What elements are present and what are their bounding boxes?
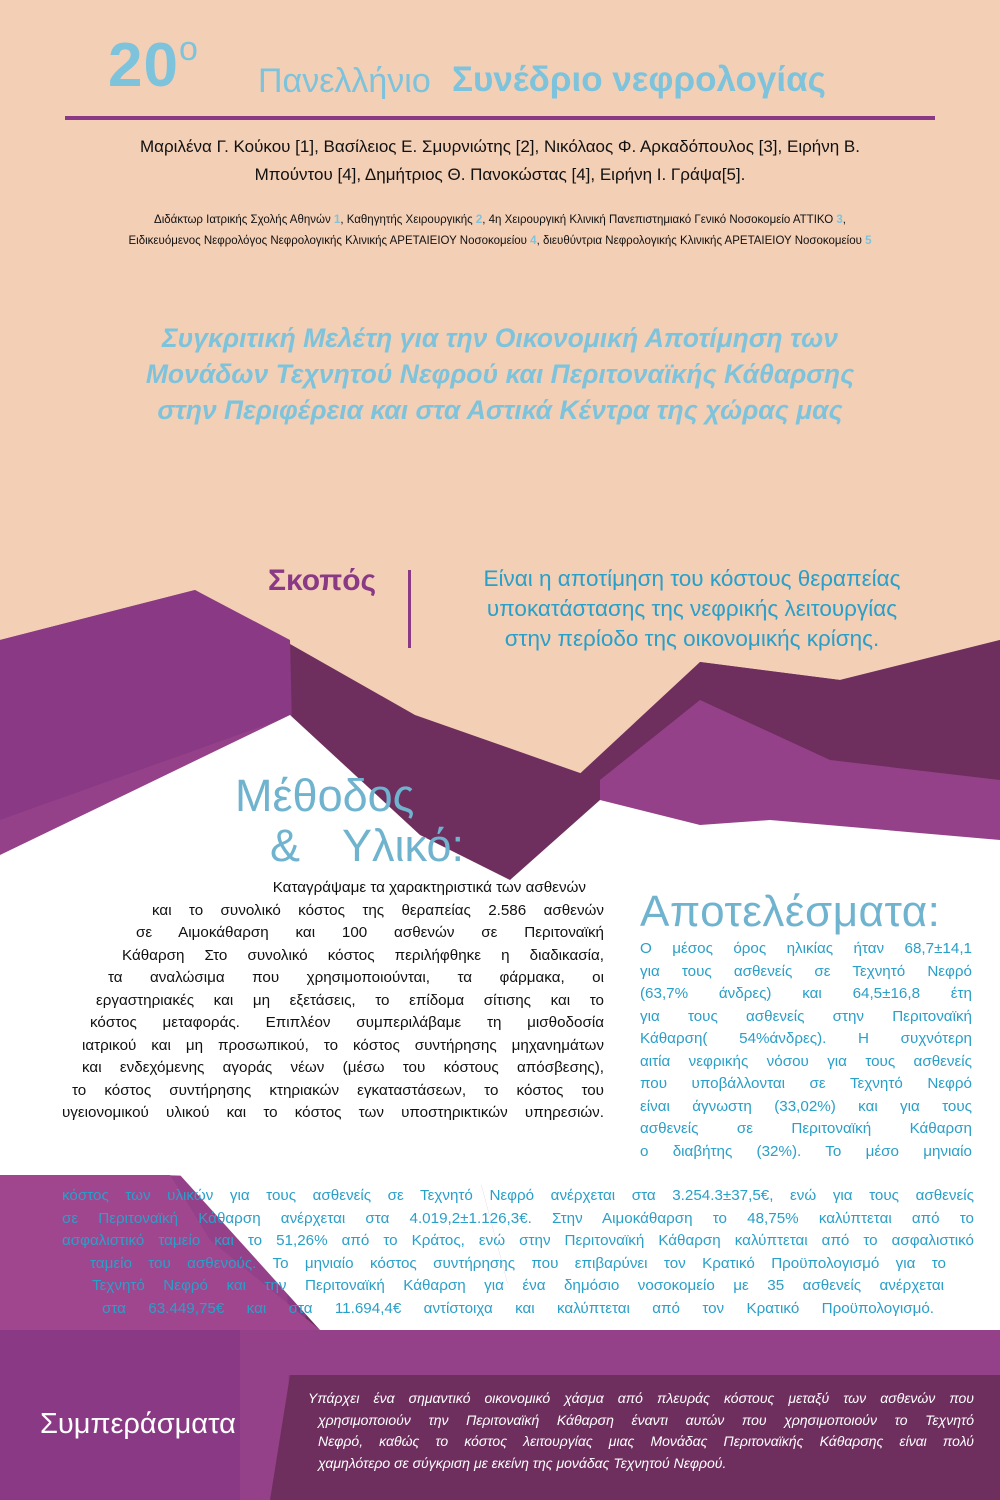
method-line: ιατρικού και μη προσωπικού, το κόστος συντήρησης μηχανημάτων	[82, 1036, 604, 1054]
authors	[40, 133, 960, 189]
results-line: Τεχνητό Νεφρό και την Περιτοναϊκή Κάθαρση για ένα δημόσιο νοσοκομείο με 35 ασθενείς ανέρχεται	[92, 1277, 944, 1294]
conference-number: $20^o$	[108, 30, 199, 100]
results-line: Κάθαρση( 54%άνδρες). Η συχνότερη	[640, 1030, 972, 1047]
results-line: που υποβάλλονται σε Τεχνητό Νεφρό	[640, 1075, 972, 1092]
results-line: για τους ασθενείς στην Περιτοναϊκή	[640, 1007, 972, 1025]
method-line: υγειονομικού υλικού και το κόστος των υποστηρικτικών υπηρεσιών.	[62, 1104, 604, 1121]
ordinal-superscript: ο	[178, 30, 199, 69]
title-line: Συγκριτική Μελέτη για την Οικονομική Αποτίμηση των	[161, 323, 839, 353]
results-line: σε Περιτοναϊκή Κάθαρση ανέρχεται στα 4.019,2±1.126,3€. Στην Αιμοκάθαρση το 48,75% καλύπτεται από το	[62, 1209, 974, 1227]
affiliations-line: Ειδικευόμενος Νεφρολόγος Νεφρολογικής Κλινικής ΑΡΕΤΑΙΕΙΟΥ Νοσοκομείου 4, διευθύντρια Νεφρολογικής Κλινικής ΑΡΕΤΑΙΕΙΟΥ Νοσοκομείου 5	[128, 235, 872, 247]
conclusions-line: χαμηλότερο σε σύγκριση με εκείνη της μονάδας Τεχνητού Νεφρού.	[318, 1454, 727, 1471]
method-line: και το συνολικό κόστος της θεραπείας 2.586 ασθενών	[152, 901, 604, 919]
aim-line: Είναι η αποτίμηση του κόστους θεραπείας	[483, 566, 901, 591]
authors-line: Μπούντου [4], Δημήτριος Θ. Πανοκώστας [4], Ειρήνη Ι. Γράψα[5].	[254, 165, 746, 184]
conclusions-line: Νεφρό, καθώς το κόστος λειτουργίας μιας Μονάδας Περιτοναϊκής Κάθαρσης είναι πολύ	[318, 1433, 974, 1449]
title-line: στην Περιφέρεια και στα Αστικά Κέντρα της χώρας μας	[157, 395, 843, 425]
method-line: και ενδεχόμενης αγοράς νέων (μέσω του κόστους απόσβεσης),	[82, 1059, 604, 1076]
method-heading: Μέθοδος	[235, 770, 415, 821]
results-text-wide	[62, 1185, 974, 1320]
affiliations-line: Διδάκτωρ Ιατρικής Σχολής Αθηνών 1, Καθηγητής Χειρουργικής 2, 4η Χειρουργική Κλινική Πανεπιστημιακό Γενικό Νοσοκομείο ΑΤΤΙΚΟ 3,	[154, 214, 846, 226]
results-line: είναι άγνωστη (33,02%) και για τους	[640, 1097, 972, 1115]
affiliations	[30, 210, 970, 252]
conclusions-line: Υπάρχει ένα σημαντικό οικονομικό χάσμα από πλευράς κόστους μεταξύ των ασθενών που	[308, 1390, 974, 1406]
conclusions-text	[298, 1388, 974, 1474]
results-line: Ο μέσος όρος ηλικίας ήταν 68,7±14,1	[640, 940, 972, 957]
conclusions-line: χρησιμοποιούν την Περιτοναϊκή Κάθαρση έναντι αυτών που χρησιμοποιούν το Τεχνητό	[318, 1411, 974, 1428]
method-heading-2: & Υλικό:	[270, 820, 465, 871]
method-body	[62, 877, 604, 1125]
method-line: κόστος μεταφοράς. Επιπλέον συμπεριλάβαμε τη μισθοδοσία	[90, 1014, 604, 1031]
method-line: το κόστος συντήρησης κτηριακών εγκαταστάσεων, το κόστος του	[72, 1081, 604, 1099]
conference-subtitle-bold: Συνέδριο νεφρολογίας	[452, 60, 826, 99]
results-line: ασφαλιστικό ταμείο και το 51,26% από το Κράτος, ενώ στην Περιτοναϊκή Κάθαρση καλύπτεται από το ασφαλιστικό	[62, 1232, 974, 1249]
aim-line: υποκατάστασης της νεφρικής λειτουργίας	[486, 596, 898, 621]
aim-heading: Σκοπός	[268, 564, 377, 597]
results-heading: Αποτελέσματα:	[640, 887, 941, 936]
results-line: ταμείο του ασθενούς. Το μηνιαίο κόστος συντήρησης που επιβαρύνει τον Κρατικό Προϋπολογισμό για το	[90, 1254, 946, 1272]
header-divider	[65, 116, 935, 120]
method-line: Καταγράψαμε τα χαρακτηριστικά των ασθενών	[272, 879, 586, 896]
method-line: τα αναλώσιμα που χρησιμοποιούνται, τα φάρμακα, οι	[108, 969, 604, 986]
aim-text	[422, 564, 962, 654]
results-line: αιτία νεφρικής νόσου για τους ασθενείς	[640, 1052, 972, 1070]
results-line: για τους ασθενείς σε Τεχνητό Νεφρό	[640, 962, 972, 980]
method-line: εργαστηριακές και μη εξετάσεις, το επίδομα σίτισης και το	[96, 991, 604, 1009]
method-line: Κάθαρση Στο συνολικό κόστος περιλήφθηκε η διαδικασία,	[122, 946, 604, 964]
results-line: (63,7% άνδρες) και 64,5±16,8 έτη	[640, 985, 972, 1002]
conference-subtitle-plain: Πανελλήνιο	[258, 62, 431, 100]
results-text-right	[640, 938, 972, 1163]
results-line: στα 63.449,75€ και στα 11.694,4€ αντίστοιχα και καλύπτεται από τον Κρατικό Προϋπολογισμό.	[102, 1299, 934, 1317]
aim-line: στην περίοδο της οικονομικής κρίσης.	[504, 626, 880, 651]
authors-line: Μαριλένα Γ. Κούκου [1], Βασίλειος Ε. Σμυρνιώτης [2], Νικόλαος Φ. Αρκαδόπουλος [3], Ειρήνη Β.	[140, 137, 860, 156]
results-line: ο διαβήτης (32%). Το μέσο μηνιαίο	[640, 1142, 972, 1160]
conclusions-heading: Συμπεράσματα	[40, 1408, 236, 1440]
title-line: Μονάδων Τεχνητού Νεφρού και Περιτοναϊκής Κάθαρσης	[145, 359, 855, 389]
poster-title	[40, 320, 960, 428]
aim-divider	[408, 570, 411, 648]
results-line: κόστος των υλικών για τους ασθενείς σε Τεχνητό Νεφρό ανέρχεται στα 3.254.3±37,5€, ενώ για τους ασθενείς	[62, 1187, 974, 1204]
method-line: σε Αιμοκάθαρση και 100 ασθενών σε Περιτοναϊκή	[136, 924, 604, 941]
results-line: ασθενείς σε Περιτοναϊκή Κάθαρση	[640, 1120, 972, 1137]
